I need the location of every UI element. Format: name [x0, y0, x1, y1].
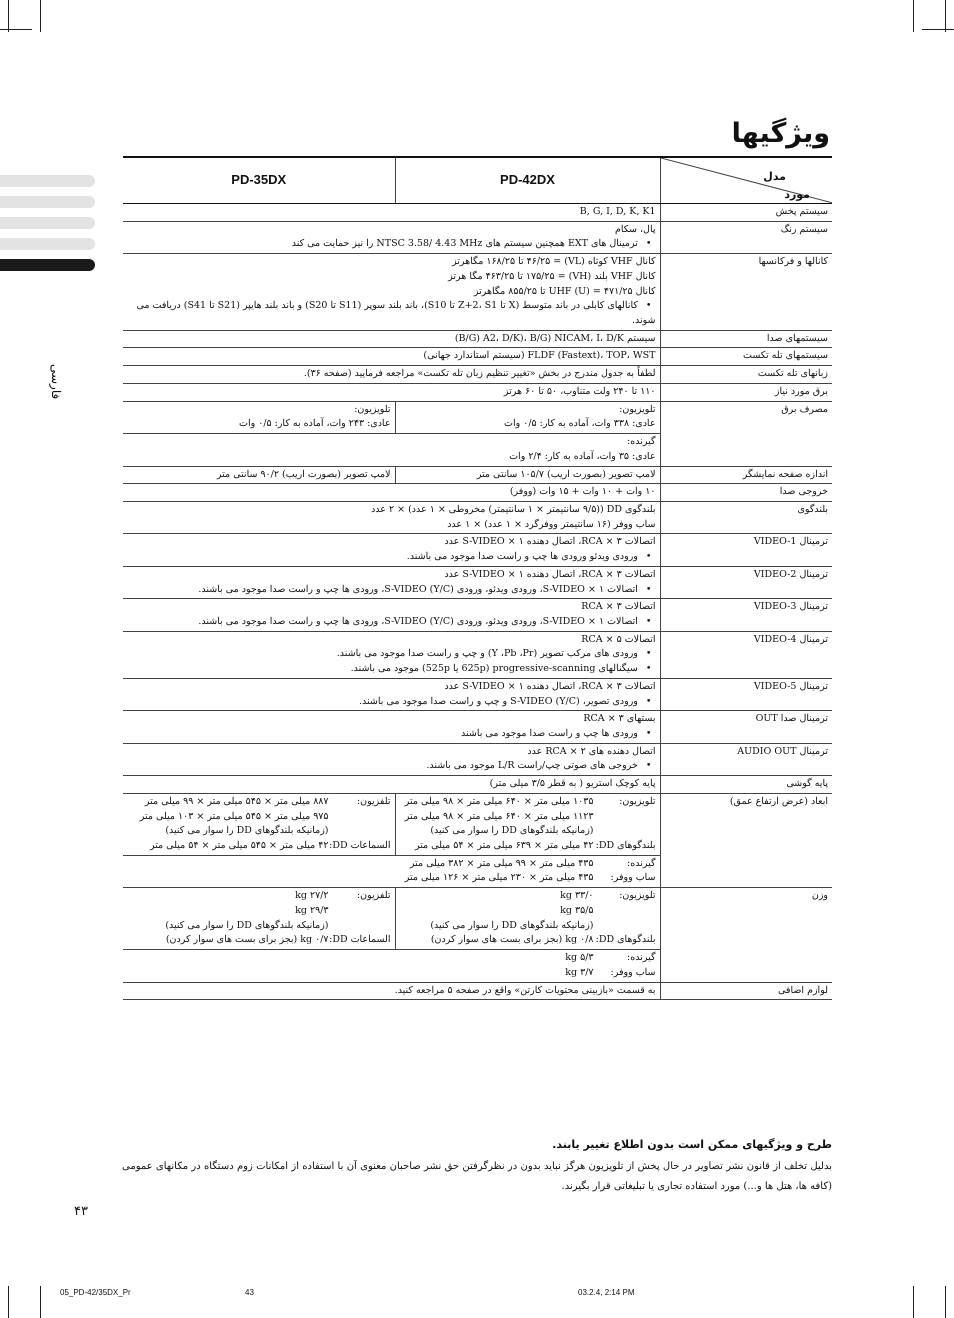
row-value: اتصال دهنده های RCA × ۲ عدد [527, 745, 656, 757]
model-header-pd42dx: PD-42DX [395, 157, 660, 204]
row-label: خروجی صدا [660, 484, 832, 502]
row-value-bullet: • ورودی ها چپ و راست صدا موجود می باشند [127, 727, 656, 742]
table-row [123, 678, 832, 710]
row-key: تلویزیون: [619, 403, 656, 415]
side-tab [0, 175, 95, 187]
row-value: کانال VHF بلند (VH) = ۱۷۵/۲۵ تا ۴۶۳/۲۵ مگا هرتز [448, 270, 656, 282]
table-row [123, 330, 832, 348]
row-value: (زمانیکه بلندگوهای DD را سوار می کنید) [430, 919, 594, 931]
row-value: بستهای RCA × ۳ [583, 713, 656, 725]
row-label: ترمینال صدا OUT [660, 711, 832, 743]
model-header-pd35dx: PD-35DX [123, 157, 395, 204]
table-row [123, 743, 832, 775]
row-value: (زمانیکه بلندگوهای DD را سوار می کنید) [430, 825, 594, 837]
table-row [123, 466, 832, 484]
row-value: ۱۱۰ تا ۲۴۰ ولت متناوب، ۵۰ تا ۶۰ هرتز [123, 383, 660, 401]
side-language-label: فارسی [49, 364, 63, 400]
table-row [123, 776, 832, 794]
row-value-bullet: • ورودی های مرکب تصویر (Y ،Pb ،Pr) و چپ و راست صدا موجود می باشند. [127, 647, 656, 662]
row-label: سیستم پخش [660, 204, 832, 222]
row-key: تلویزیون: [354, 403, 391, 415]
side-tab [0, 196, 95, 208]
crop-mark [913, 1286, 914, 1318]
table-row [123, 221, 832, 253]
row-label: زبانهای تله تکست [660, 366, 832, 384]
table-row [123, 501, 832, 533]
table-row [123, 982, 832, 1000]
row-value: ۲۷/۲ kg [295, 890, 329, 902]
row-key: بلندگوهای DD: [595, 840, 656, 852]
row-value: ۴۲ میلی متر × ۶۳۹ میلی متر × ۵۴ میلی متر [414, 840, 594, 852]
table-row [123, 401, 832, 433]
table-row [123, 204, 832, 222]
row-value: اتصالات RCA × ۳، اتصال دهنده S-VIDEO × ۱ عدد [444, 568, 656, 580]
row-key: تلفزیون: [356, 890, 391, 902]
crop-mark [40, 0, 41, 32]
row-value: FLDF (Fastext)، TOP، WST (سیستم استاندارد جهانی) [123, 348, 660, 366]
crop-mark [922, 29, 954, 30]
row-value-bullet: • سیگنالهای progressive-scanning (625p یا 525p) موجود می باشند. [127, 662, 656, 677]
side-tab-active [0, 259, 95, 271]
row-key: السماعات DD: [329, 934, 391, 946]
row-value: اتصالات RCA × ۳، اتصال دهنده S-VIDEO × ۱ عدد [444, 680, 656, 692]
row-label: ترمینال VIDEO-1 [660, 534, 832, 566]
row-value: ۳/۷ kg [565, 966, 594, 978]
row-value: لامپ تصویر (بصورت اریب) ۹۰/۲ سانتی متر [123, 466, 395, 484]
row-label: ابعاد (عرض ارتفاع عمق) [660, 793, 832, 887]
row-label: کانالها و فرکانسها [660, 254, 832, 331]
row-value: کانال UHF (U) = ۴۷۱/۲۵ تا ۸۵۵/۲۵ مگاهرتز [473, 285, 656, 297]
row-value: پال، سکام [614, 223, 656, 235]
row-label: اندازه صفحه نمایشگر [660, 466, 832, 484]
crop-mark [8, 0, 9, 32]
crop-mark [40, 1286, 41, 1318]
row-value: ۸۸۷ میلی متر × ۵۴۵ میلی متر × ۹۹ میلی متر [144, 795, 329, 807]
row-value-bullet: • ترمینال های EXT همچنین سیستم های NTSC 3.58/ 4.43 MHz را نیز حمایت می کند [127, 237, 656, 252]
note-title: طرح و ویژگیهای ممکن است بدون اطلاع تغییر یابند. [552, 1138, 832, 1151]
row-label: ترمینال VIDEO-3 [660, 599, 832, 631]
table-row [123, 348, 832, 366]
side-tab [0, 217, 95, 229]
row-value: کانال VHF کوتاه (VL) = ۴۶/۲۵ تا ۱۶۸/۲۵ مگاهرتز [451, 256, 656, 268]
table-row [123, 711, 832, 743]
row-value: ۵/۳ kg [565, 952, 594, 964]
row-value: ۰/۸ kg (بجز برای بست های سوار کردن) [430, 934, 594, 946]
row-label: ترمینال VIDEO-4 [660, 631, 832, 678]
row-key: السماعات DD: [329, 840, 391, 852]
table-row [123, 383, 832, 401]
row-value: ۰/۷ kg (بجز برای بست های سوار کردن) [165, 934, 329, 946]
footer-page: 43 [245, 1288, 254, 1297]
table-row [123, 793, 832, 855]
item-label: مورد [784, 188, 810, 201]
row-value-bullet: • اتصالات S-VIDEO × ۱، ورودی ویدئو، ورودی (S-VIDEO (Y/C، ورودی ها چپ و راست صدا موجود می باشند. [127, 615, 656, 630]
footer-timestamp: 03.2.4, 2:14 PM [578, 1288, 635, 1297]
row-value: ۴۳۵ میلی متر × ۲۳۰ میلی متر × ۱۲۶ میلی متر [404, 872, 594, 884]
row-value: بلندگوی DD ((۹/۵ سانتیمتر × ۱ سانتیمتر) مخروطی × ۱ عدد) × ۲ عدد [371, 503, 656, 515]
side-language-tabs [0, 175, 95, 280]
table-row [123, 566, 832, 598]
row-value: لامپ تصویر (بصورت اریب) ۱۰۵/۷ سانتی متر [395, 466, 660, 484]
specifications-table [123, 156, 832, 1000]
row-value: پایه کوچک استریو ( به قطر ۳/۵ میلی متر) [123, 776, 660, 794]
row-value: ۹۷۵ میلی متر × ۵۴۵ میلی متر × ۱۰۳ میلی متر [139, 810, 329, 822]
row-value: ۳۵/۵ kg [560, 904, 594, 916]
row-label: ترمینال AUDIO OUT [660, 743, 832, 775]
table-row [123, 534, 832, 566]
note-body: بدلیل تخلف از قانون نشر تصاویر در حال پخش از تلویزیون هرگز نباید بدون در نظرگرفتن حق نشر صاحبان معنوی آن با استفاده از امکانات زوم دستگاه در مکانهای عمومی (کافه ها، هتل ها و...) مورد استفاده تجاری یا تبلیغاتی قرار بگیرند. [122, 1161, 832, 1192]
crop-mark [8, 1286, 9, 1318]
table-row [123, 888, 832, 950]
row-key: ساب ووفر: [610, 872, 656, 884]
row-value: عادی: ۳۳۸ وات، آماده به کار: ۰/۵ وات [504, 418, 656, 430]
table-row [123, 484, 832, 502]
row-label: سیستمهای تله تکست [660, 348, 832, 366]
row-key: بلندگوهای DD: [595, 934, 656, 946]
row-value: ۱۰ وات + ۱۰ وات + ۱۵ وات (ووفر) [123, 484, 660, 502]
row-value: به قسمت «بازبینی محتویات کارتن» واقع در صفحه ۵ مراجعه کنید. [123, 982, 660, 1000]
row-value: ۳۳/۰ kg [560, 890, 594, 902]
row-key: گیرنده: [627, 952, 656, 964]
table-row [123, 254, 832, 331]
row-label: مصرف برق [660, 401, 832, 466]
row-key: تلویزیون: [619, 795, 656, 807]
crop-mark [913, 0, 914, 32]
page-number: ۴۳ [74, 1204, 88, 1219]
row-value: B, G, I, D, K, K1 [123, 204, 660, 222]
row-value: اتصالات RCA × ۵ [581, 633, 656, 645]
row-value-bullet: • اتصالات S-VIDEO × ۱، ورودی ویدئو، ورودی (S-VIDEO (Y/C، ورودی ها چپ و راست صدا موجود می باشند. [127, 583, 656, 598]
row-label: سیستم رنگ [660, 221, 832, 253]
row-label: وزن [660, 888, 832, 982]
page-title: ویژگیها [731, 118, 830, 149]
footer-filename: 05_PD-42/35DX_Pr [60, 1288, 131, 1297]
row-value: عادی: ۳۵ وات، آماده به کار: ۲/۴ وات [509, 450, 656, 462]
row-label: پایه گوشی [660, 776, 832, 794]
row-label: سیستمهای صدا [660, 330, 832, 348]
row-label: ترمینال VIDEO-2 [660, 566, 832, 598]
row-value-bullet: • ورودی ویدئو ورودی ها چپ و راست صدا موجود می باشند. [127, 550, 656, 565]
crop-mark [0, 29, 32, 30]
crop-mark [945, 1286, 946, 1318]
row-key: گیرنده: [627, 857, 656, 869]
side-tab [0, 238, 95, 250]
row-value: ۱۱۲۳ میلی متر × ۶۴۰ میلی متر × ۹۸ میلی متر [404, 810, 594, 822]
row-value: ساب ووفر (۱۶ سانتیمتر ووفرگرد × ۱ عدد) × ۱ عدد [447, 518, 656, 530]
row-label: برق مورد نیاز [660, 383, 832, 401]
row-key: گیرنده: [627, 436, 656, 448]
row-value-bullet: • ورودی تصویر، (S-VIDEO (Y/C و چپ و راست صدا موجود می باشند. [127, 695, 656, 710]
table-row [123, 599, 832, 631]
model-label: مدل [763, 170, 786, 183]
table-row [123, 366, 832, 384]
row-label: بلندگوی [660, 501, 832, 533]
row-label: ترمینال VIDEO-5 [660, 678, 832, 710]
row-value: ۴۲ میلی متر × ۵۴۵ میلی متر × ۵۴ میلی متر [149, 840, 329, 852]
table-row [123, 631, 832, 678]
table-header-row [123, 157, 832, 204]
row-value: عادی: ۲۴۳ وات، آماده به کار: ۰/۵ وات [239, 418, 391, 430]
crop-mark [945, 0, 946, 32]
row-value: اتصالات RCA × ۳ [581, 601, 656, 613]
row-value-bullet: • خروجی های صوتی چپ/راست L/R موجود می باشند. [127, 759, 656, 774]
row-value: (زمانیکه بلندگوهای DD را سوار می کنید) [165, 919, 329, 931]
diagonal-header-cell [660, 157, 832, 204]
row-key: تلفزیون: [356, 795, 391, 807]
row-value: لطفاً به جدول مندرج در بخش «تغییر تنظیم زبان تله تکست» مراجعه فرمایید (صفحه ۳۶). [123, 366, 660, 384]
row-key: ساب ووفر: [610, 966, 656, 978]
row-key: تلویزیون: [619, 890, 656, 902]
row-label: لوازم اضافی [660, 982, 832, 1000]
row-value: ۴۳۵ میلی متر × ۹۹ میلی متر × ۳۸۲ میلی متر [409, 857, 594, 869]
row-value: ۱۰۳۵ میلی متر × ۶۴۰ میلی متر × ۹۸ میلی متر [404, 795, 594, 807]
row-value: ۲۹/۳ kg [295, 904, 329, 916]
row-value: (زمانیکه بلندگوهای DD را سوار می کنید) [165, 825, 329, 837]
row-value: سیستم B/G) A2، D/K)، B/G) NICAM، I، D/K) [123, 330, 660, 348]
row-value: اتصالات RCA × ۳، اتصال دهنده S-VIDEO × ۱ عدد [444, 536, 656, 548]
row-value-bullet: • کانالهای کابلی در باند متوسط (X تا Z+2، S1 تا S10)، باند بلند سوپر (S11 تا S20) و باند بلند هایپر (S21 تا S41) دریافت می شوند. [127, 299, 656, 328]
